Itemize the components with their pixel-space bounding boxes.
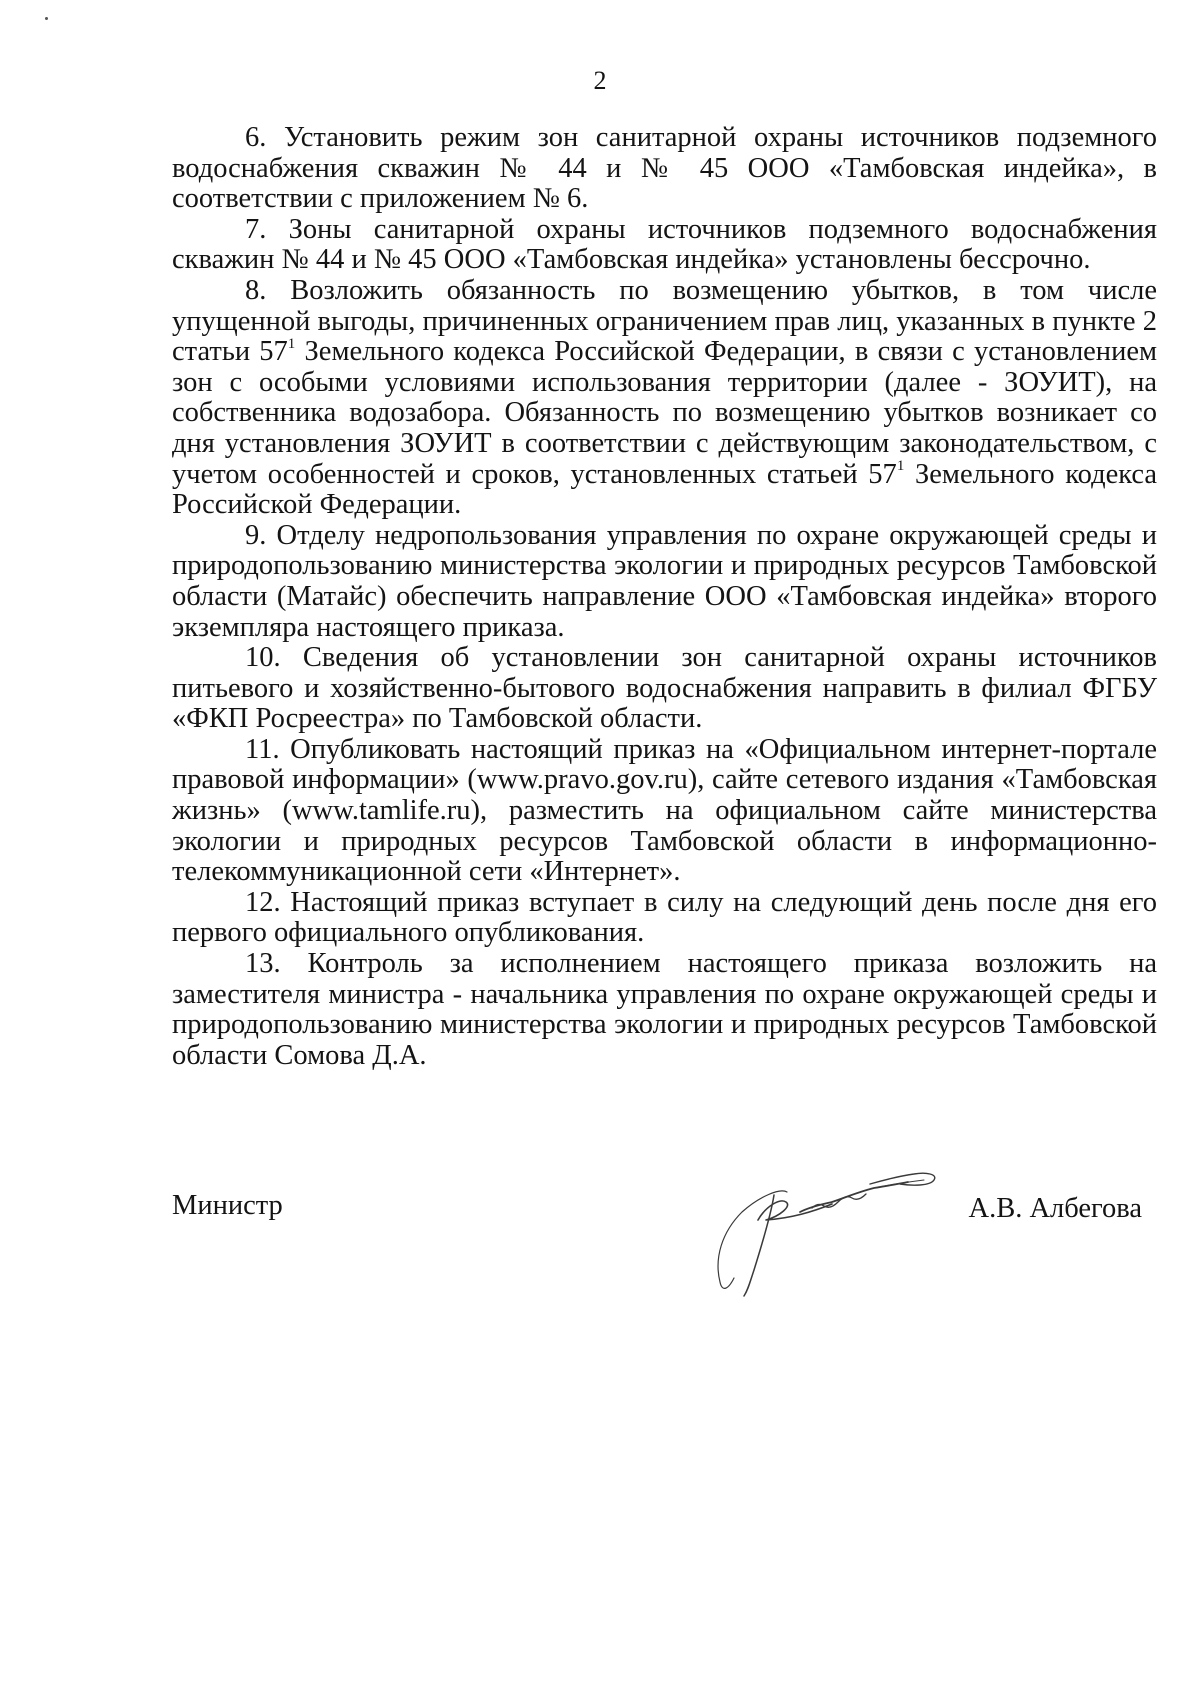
order-body bbox=[172, 123, 1157, 1071]
paragraph-9: 9. Отделу недропользования управления по охране окружающей среды и природопользованию министерства экологии и природных ресурсов Тамбовской области (Матайс) обеспечить направление ООО «Тамбовская индейка» второго экземпляра настоящего приказа. bbox=[172, 519, 1157, 643]
page-number: 2 bbox=[593, 66, 607, 95]
paragraph-8-part-1: 8. Возложить обязанность по возмещению убытков, в том числе упущенной выгоды, причиненных ограничением прав лиц, указанных в пункте 2 статьи 57 bbox=[172, 274, 1157, 368]
paragraph-8 bbox=[172, 276, 1157, 521]
signature-block bbox=[172, 1175, 1157, 1295]
signatory-name: А.В. Албегова bbox=[968, 1193, 1142, 1224]
signatory-title: Министр bbox=[172, 1190, 283, 1221]
paragraph-12: 12. Настоящий приказ вступает в силу на следующий день после дня его первого официального опубликования. bbox=[172, 886, 1157, 949]
paragraph-13: 13. Контроль за исполнением настоящего приказа возложить на заместителя министра - начальника управления по охране окружающей среды и природопользованию министерства экологии и природных ресурсов Тамбовской области Сомова Д.А. bbox=[172, 948, 1157, 1071]
paragraph-11: 11. Опубликовать настоящий приказ на «Официальном интернет-портале правовой информации» (www.pravo.gov.ru), сайте сетевого издания «Тамбовская жизнь» (www.tamlife.ru), разместить на официальном сайте министерства экологии и природных ресурсов Тамбовской области в информационно-телекоммуникационной сети «Интернет». bbox=[172, 733, 1157, 888]
paragraph-8-part-2: Земельного кодекса Российской Федерации, в связи с установлением зон с особыми условиями использования территории (далее - ЗОУИТ), на собственника водозабора. Обязанность по возмещению убытков возникает со дня установления ЗОУИТ в соответствии с действующим законодательством, с учетом особенностей и сроков, установленных статьей 57 bbox=[172, 336, 1157, 490]
paragraph-7: 7. Зоны санитарной охраны источников подземного водоснабжения скважин № 44 и № 45 ООО «Тамбовская индейка» установлены бессрочно. bbox=[172, 213, 1157, 276]
paragraph-6: 6. Установить режим зон санитарной охраны источников подземного водоснабжения скважин № 44 и № 45 ООО «Тамбовская индейка», в соответствии с приложением № 6. bbox=[172, 122, 1157, 215]
scan-speck bbox=[45, 17, 48, 20]
article-superscript: 1 bbox=[896, 458, 905, 475]
paragraph-10: 10. Сведения об установлении зон санитарной охраны источников питьевого и хозяйственно-бытового водоснабжения направить в филиал ФГБУ «ФКП Росреестра» по Тамбовской области. bbox=[172, 642, 1157, 735]
handwritten-signature-icon bbox=[662, 1140, 952, 1305]
paragraph-8-part-3: Земельного кодекса Российской Федерации. bbox=[172, 458, 1158, 521]
article-superscript: 1 bbox=[287, 335, 296, 352]
